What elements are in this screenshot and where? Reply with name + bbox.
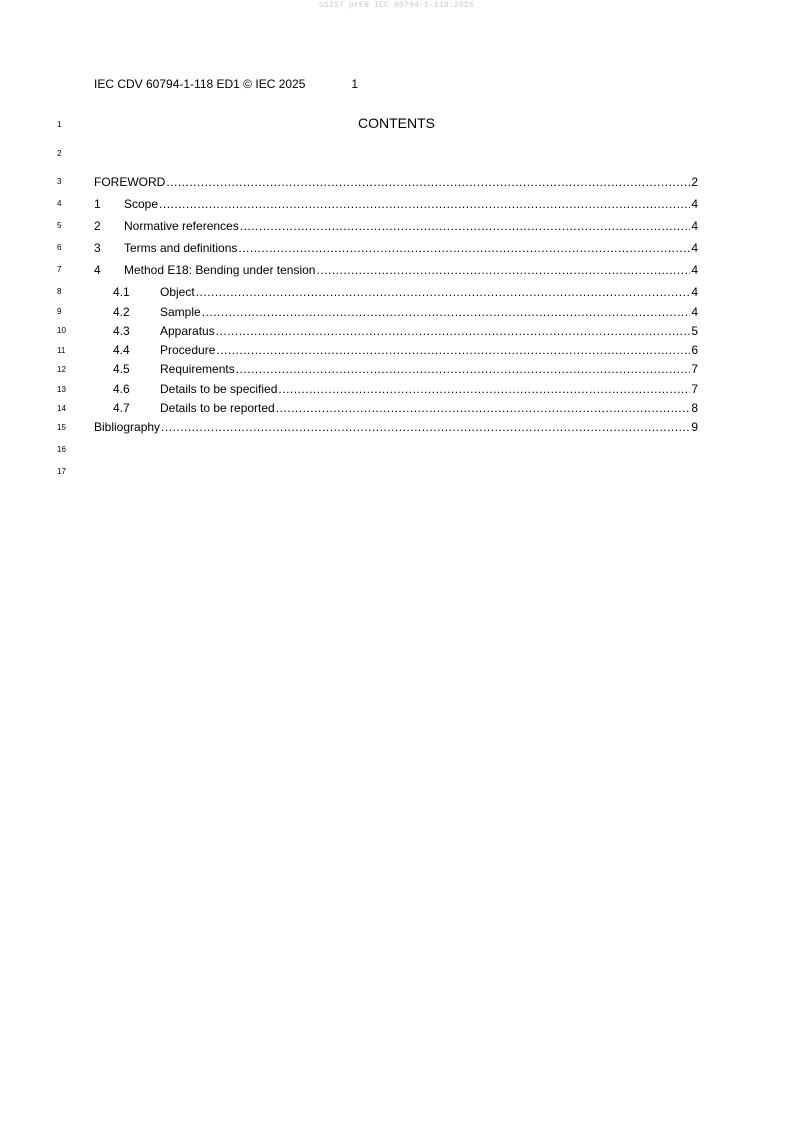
- toc-entry-page: 9: [691, 420, 698, 434]
- toc-entry-page: 4: [691, 241, 698, 255]
- toc-entry-terms-and-definitions[interactable]: [94, 240, 698, 256]
- toc-entry-object[interactable]: [94, 284, 698, 300]
- toc-leader-dots: [276, 400, 691, 416]
- line-number: 11: [57, 346, 66, 355]
- toc-leader-dots: [216, 323, 691, 339]
- toc-entry-apparatus[interactable]: [94, 323, 698, 339]
- toc-entry-title: Terms and definitions: [124, 241, 238, 255]
- line-number: 2: [57, 149, 62, 158]
- toc-entry-details-to-be-reported[interactable]: [94, 400, 698, 416]
- line-number: 12: [57, 365, 66, 374]
- line-number: 3: [57, 177, 62, 186]
- toc-entry-details-to-be-specified[interactable]: [94, 381, 698, 397]
- toc-entry-number: 4.4: [113, 343, 130, 357]
- line-number: 6: [57, 243, 62, 252]
- toc-leader-dots: [159, 196, 690, 212]
- toc-entry-number: 2: [94, 219, 101, 233]
- toc-leader-dots: [202, 304, 691, 320]
- toc-entry-title: Normative references: [124, 219, 239, 233]
- toc-entry-page: 4: [691, 197, 698, 211]
- toc-entry-title: Details to be specified: [160, 382, 278, 396]
- toc-entry-number: 1: [94, 197, 101, 211]
- document-identifier: IEC CDV 60794-1-118 ED1 © IEC 2025: [94, 77, 306, 91]
- running-header: [94, 76, 358, 92]
- toc-entry-title: Requirements: [160, 362, 235, 376]
- toc-entry-title: Procedure: [160, 343, 216, 357]
- toc-entry-number: 4: [94, 263, 101, 277]
- toc-entry-title: Apparatus: [160, 324, 215, 338]
- toc-entry-page: 5: [691, 324, 698, 338]
- toc-entry-title: Sample: [160, 305, 201, 319]
- toc-entry-page: 6: [691, 343, 698, 357]
- toc-entry-normative-references[interactable]: [94, 218, 698, 234]
- line-number: 14: [57, 404, 66, 413]
- toc-leader-dots: [166, 174, 690, 190]
- line-number: 16: [57, 445, 66, 454]
- toc-entry-page: 4: [691, 285, 698, 299]
- watermark: oSIST prEN IEC 60794-1-118:2025: [318, 1, 475, 10]
- toc-leader-dots: [161, 419, 690, 435]
- line-number: 1: [57, 120, 62, 129]
- toc-leader-dots: [316, 262, 690, 278]
- toc-entry-sample[interactable]: [94, 304, 698, 320]
- toc-entry-foreword[interactable]: [94, 174, 698, 190]
- toc-entry-page: 7: [691, 382, 698, 396]
- toc-leader-dots: [216, 342, 690, 358]
- toc-entry-number: 4.7: [113, 401, 130, 415]
- line-number: 8: [57, 287, 62, 296]
- line-number: 15: [57, 423, 66, 432]
- toc-entry-page: 8: [691, 401, 698, 415]
- line-number: 4: [57, 199, 62, 208]
- toc-leader-dots: [196, 284, 691, 300]
- toc-leader-dots: [236, 361, 691, 377]
- toc-entry-title: Scope: [124, 197, 159, 211]
- toc-entry-page: 4: [691, 219, 698, 233]
- toc-entry-number: 4.6: [113, 382, 130, 396]
- toc-entry-number: 4.5: [113, 362, 130, 376]
- line-number: 17: [57, 467, 66, 476]
- contents-title: CONTENTS: [358, 115, 435, 131]
- line-number: 9: [57, 307, 62, 316]
- toc-entry-title: Bibliography: [94, 420, 161, 434]
- line-number: 13: [57, 385, 66, 394]
- toc-entry-title: Method E18: Bending under tension: [124, 263, 316, 277]
- toc-entry-number: 4.2: [113, 305, 130, 319]
- toc-entry-procedure[interactable]: [94, 342, 698, 358]
- toc-entry-title: Object: [160, 285, 195, 299]
- line-number: 7: [57, 265, 62, 274]
- toc-entry-number: 3: [94, 241, 101, 255]
- toc-entry-page: 4: [691, 305, 698, 319]
- toc-entry-method-e18[interactable]: [94, 262, 698, 278]
- page-number: 1: [351, 77, 359, 91]
- toc-leader-dots: [238, 240, 690, 256]
- toc-entry-title: Details to be reported: [160, 401, 275, 415]
- toc-entry-bibliography[interactable]: [94, 419, 698, 435]
- toc-entry-page: 7: [691, 362, 698, 376]
- toc-entry-number: 4.3: [113, 324, 130, 338]
- toc-entry-title: FOREWORD: [94, 175, 166, 189]
- toc-leader-dots: [240, 218, 691, 234]
- toc-entry-requirements[interactable]: [94, 361, 698, 377]
- toc-entry-page: 4: [691, 263, 698, 277]
- toc-entry-number: 4.1: [113, 285, 130, 299]
- toc-entry-page: 2: [691, 175, 698, 189]
- toc-leader-dots: [278, 381, 690, 397]
- toc-entry-scope[interactable]: [94, 196, 698, 212]
- line-number: 10: [57, 326, 66, 335]
- line-number: 5: [57, 221, 62, 230]
